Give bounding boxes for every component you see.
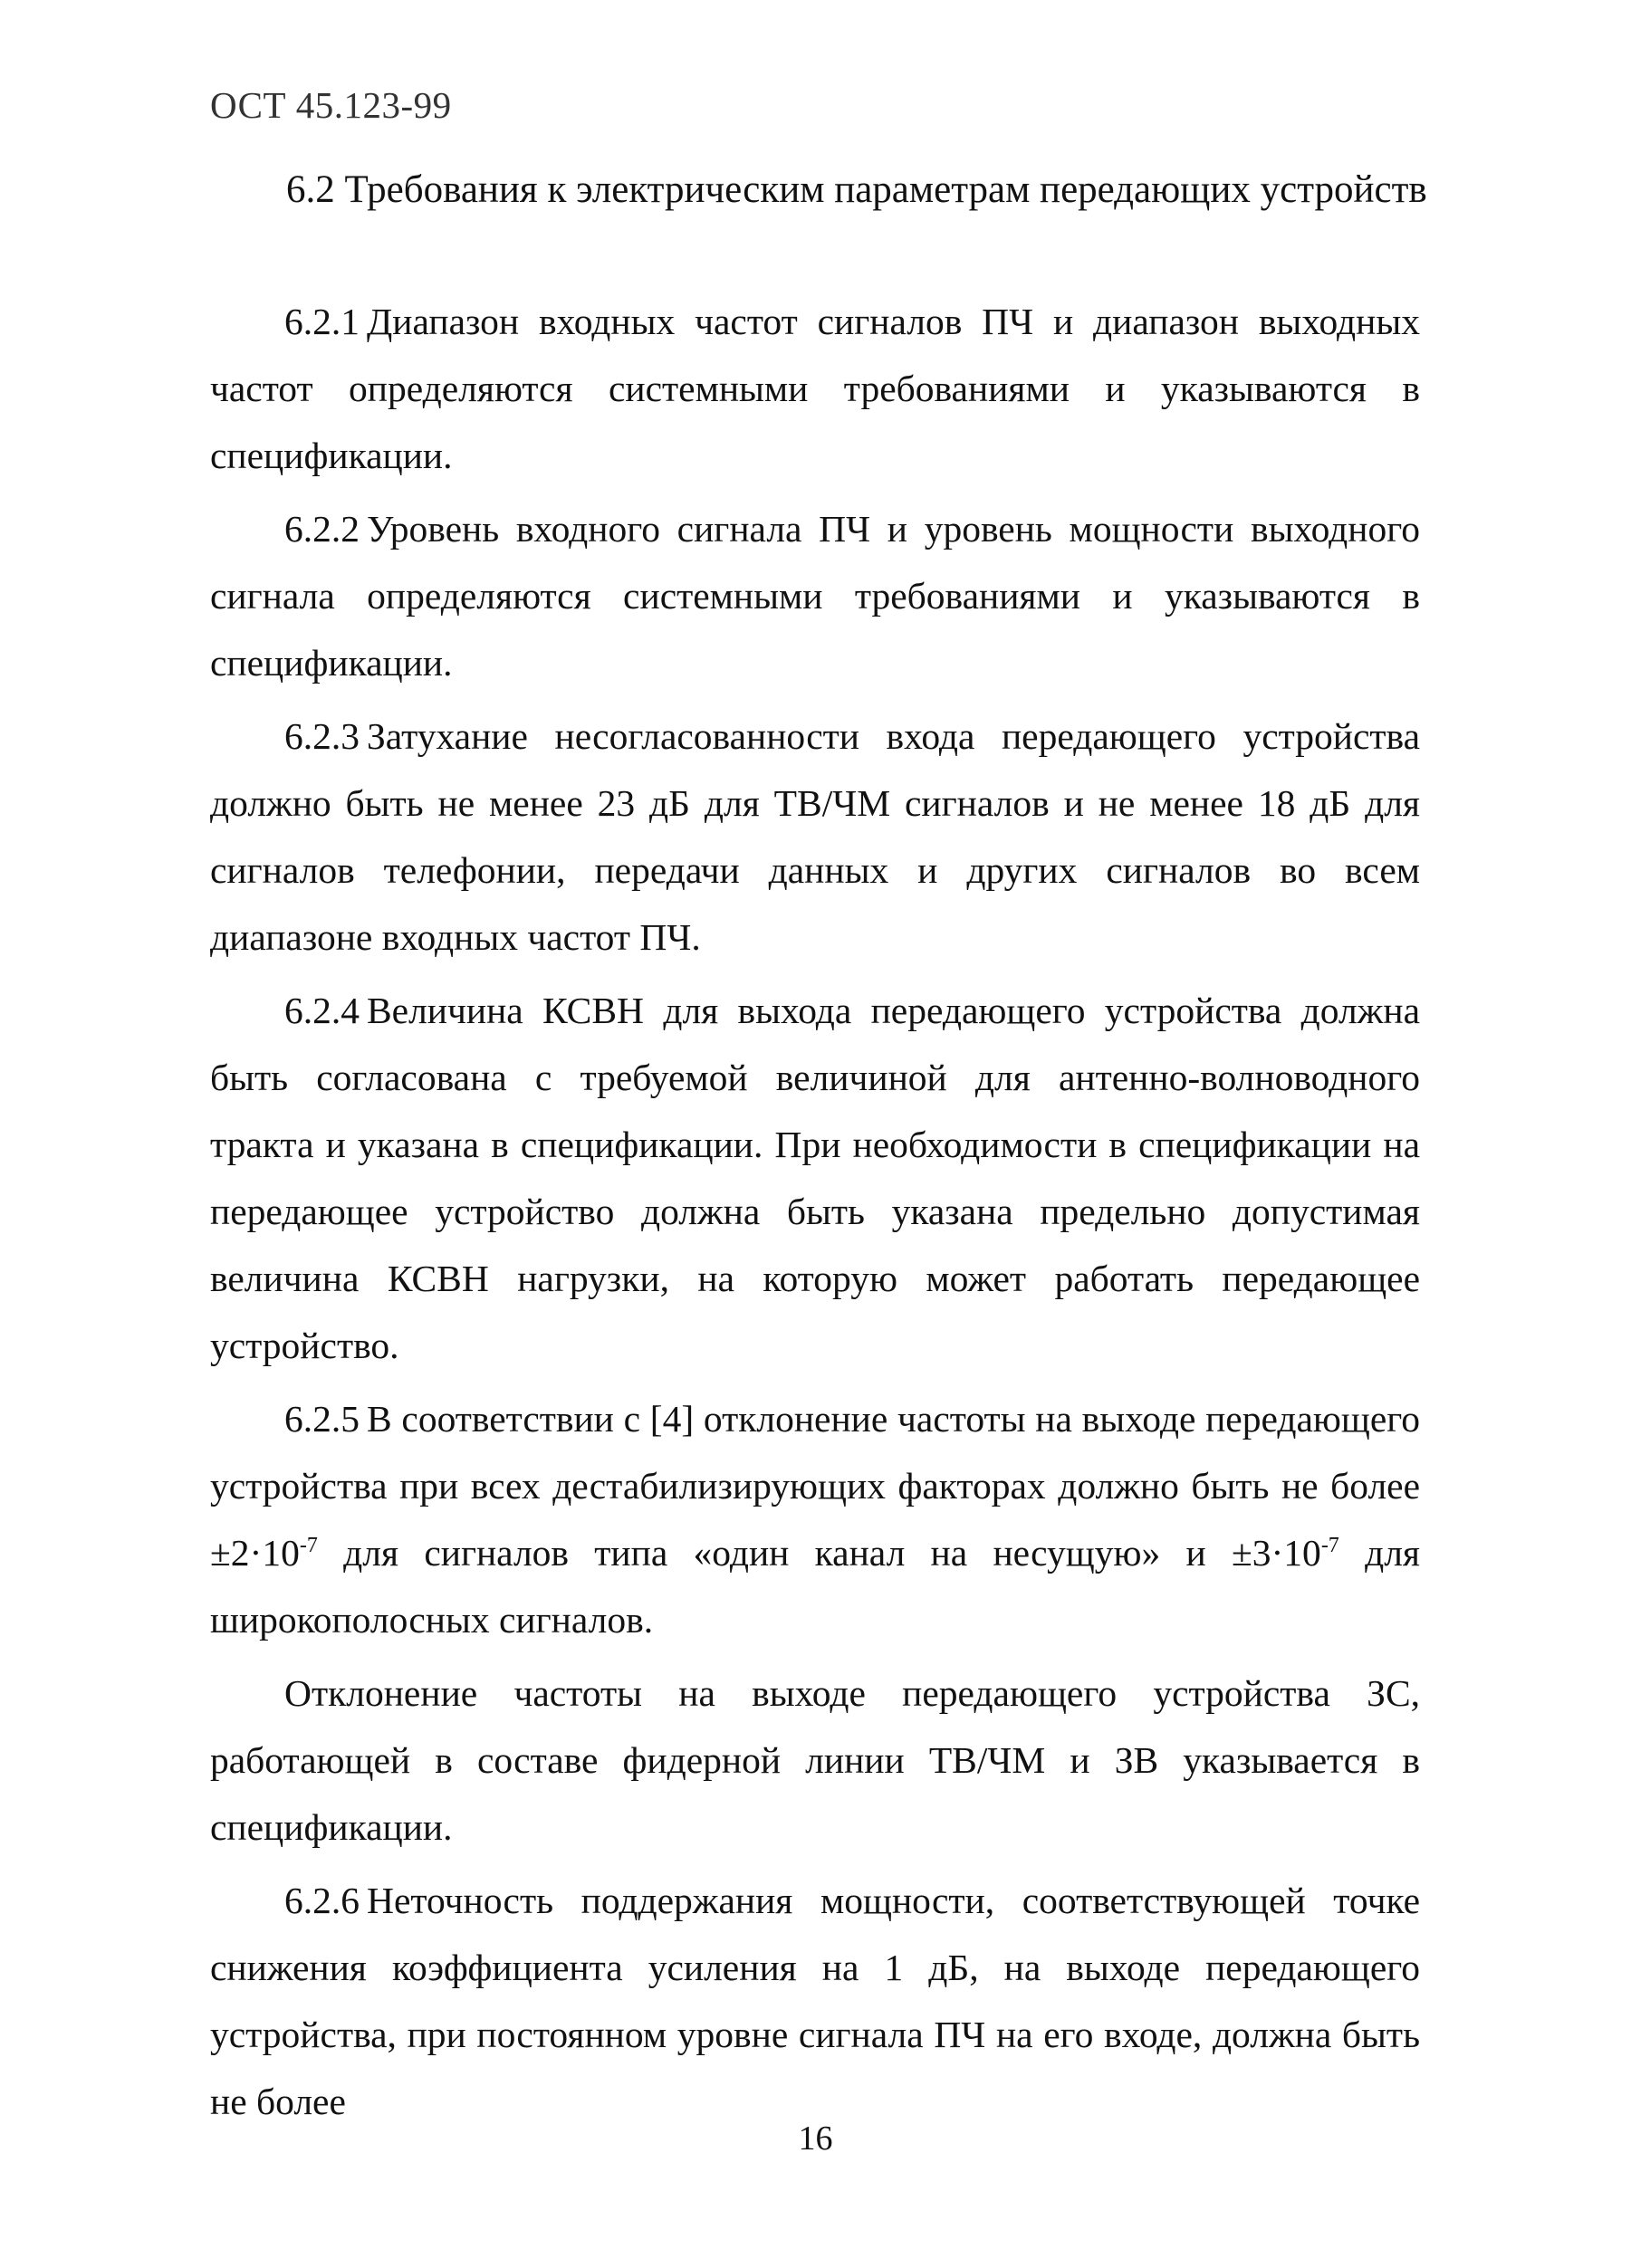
paragraph-number: 6.2.2 xyxy=(284,508,360,550)
document-code: ОСТ 45.123-99 xyxy=(210,84,452,126)
paragraph-text: Отклонение частоты на выходе передающего устройства ЗС, работающей в составе фидерной линии ТВ/ЧМ и ЗВ указывается в спецификации. xyxy=(210,1672,1420,1848)
paragraph-6-2-6 xyxy=(210,1867,1420,2135)
section-heading: 6.2 Требования к электрическим параметрам передающих устройств xyxy=(286,168,1427,211)
paragraph-text: Затухание несогласованности входа передающего устройства должно быть не менее 23 дБ для ТВ/ЧМ сигналов и не менее 18 дБ для сигналов телефонии, передачи данных и других сигналов во всем диапазоне входных частот ПЧ. xyxy=(210,715,1420,958)
paragraph-text: Неточность поддержания мощности, соответствующей точке снижения коэффициента усиления на 1 дБ, на выходе передающего устройства, при постоянном уровне сигнала ПЧ на его входе, должна быть не более xyxy=(210,1880,1420,2122)
paragraph-number: 6.2.3 xyxy=(284,715,360,757)
exponent: -7 xyxy=(299,1534,318,1558)
exponent: -7 xyxy=(1320,1534,1339,1558)
paragraph-text: Диапазон входных частот сигналов ПЧ и диапазон выходных частот определяются системными требованиями и указываются в спецификации. xyxy=(210,301,1420,476)
page-number: 16 xyxy=(798,2120,833,2158)
paragraph-number: 6.2.1 xyxy=(284,301,360,342)
paragraph-6-2-1 xyxy=(210,288,1420,489)
paragraph-6-2-4 xyxy=(210,977,1420,1379)
paragraph-text: Величина КСВН для выхода передающего устройства должна быть согласована с требуемой величиной для антенно-волноводного тракта и указана в спецификации. При необходимости в спецификации на передающее устройство должна быть указана предельно допустимая величина КСВН нагрузки, на которую может работать передающее устройство. xyxy=(210,990,1420,1366)
paragraph-6-2-2 xyxy=(210,495,1420,696)
paragraph-text: В соответствии с [4] отклонение частоты на выходе передающего устройства при всех дестабилизирующих факторах должно быть не более ±2·10 xyxy=(210,1398,1420,1574)
paragraph-6-2-3 xyxy=(210,703,1420,971)
body-text xyxy=(210,288,1420,2141)
paragraph-number: 6.2.5 xyxy=(284,1398,360,1440)
paragraph-number: 6.2.6 xyxy=(284,1880,360,1921)
paragraph-number: 6.2.4 xyxy=(284,990,360,1031)
paragraph-text: для широкополосных сигналов. xyxy=(210,1532,1420,1641)
paragraph-text: Уровень входного сигнала ПЧ и уровень мощности выходного сигнала определяются системными требованиями и указываются в спецификации. xyxy=(210,508,1420,684)
paragraph-6-2-5 xyxy=(210,1385,1420,1653)
paragraph-text: для сигналов типа «один канал на несущую» и ±3·10 xyxy=(317,1532,1321,1574)
paragraph-frequency-deviation xyxy=(210,1660,1420,1861)
